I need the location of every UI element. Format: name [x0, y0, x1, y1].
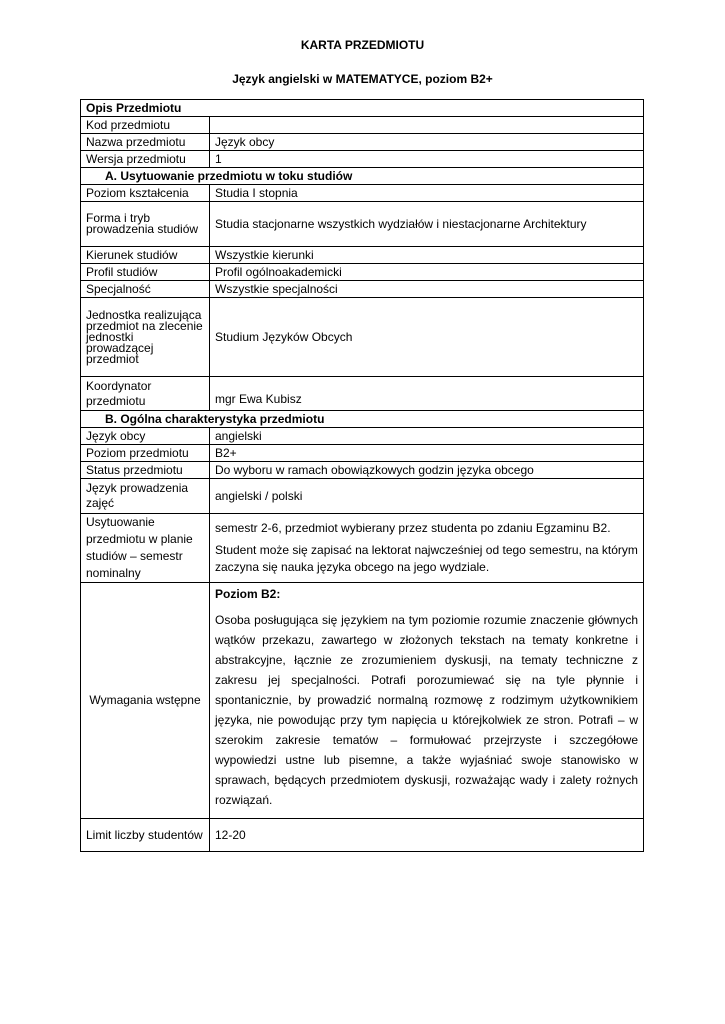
- table-row: [81, 428, 644, 445]
- row-value: Studia I stopnia: [210, 185, 644, 202]
- prerequisites-text: Osoba posługująca się językiem na tym poziomie rozumie znaczenie głównych wątków przekazu, zawartego w złożonych tekstach na tematy konkretne i abstrakcyjne, łącznie ze zrozumieniem dyskusji, na tematy techniczne z zakresu jej specjalności. Potrafi porozumiewać się na tyle płynnie i spontanicznie, by prowadzić normalną rozmowę z rodzimym użytkownikiem języka, nie powodując przy tym napięcia u którejkolwiek ze stron. Potrafi – w szerokim zakresie tematów – formułować przejrzyste i szczegółowe wypowiedzi ustne lub pisemne, a także wyjaśniać swoje stanowisko w sprawach, będących przedmiotem dyskusji, rozważając wady i zalety rożnych rozwiązań.: [215, 613, 638, 807]
- table-row: [81, 185, 644, 202]
- row-label: Koordynator przedmiotu: [81, 377, 210, 411]
- table-row: [81, 117, 644, 134]
- row-label: Kierunek studiów: [81, 247, 210, 264]
- table-row: [81, 202, 644, 247]
- enrollment-note: Student może się zapisać na lektorat najwcześniej od tego semestru, na którym zaczyna się nauka języka obcego na jego wydziale.: [215, 542, 638, 574]
- row-value: angielski: [210, 428, 644, 445]
- row-label: Wymagania wstępne: [81, 583, 210, 819]
- row-label: Poziom kształcenia: [81, 185, 210, 202]
- row-value: mgr Ewa Kubisz: [210, 377, 644, 411]
- section-b-heading: B. Ogólna charakterystyka przedmiotu: [81, 411, 644, 428]
- row-label: Limit liczby studentów: [81, 819, 210, 852]
- table-row: [81, 281, 644, 298]
- table-row: [81, 247, 644, 264]
- table-row: [81, 134, 644, 151]
- row-label: Poziom przedmiotu: [81, 445, 210, 462]
- row-label: Nazwa przedmiotu: [81, 134, 210, 151]
- row-label: Język prowadzenia zajęć: [81, 479, 210, 514]
- semester-text: semestr 2-6, przedmiot wybierany przez studenta po zdaniu Egzaminu B2.: [215, 520, 611, 535]
- section-a-heading: A. Usytuowanie przedmiotu w toku studiów: [81, 168, 644, 185]
- table-row: [81, 151, 644, 168]
- row-value: B2+: [210, 445, 644, 462]
- table-row: [81, 462, 644, 479]
- row-value: Profil ogólnoakademicki: [210, 264, 644, 281]
- row-label: Profil studiów: [81, 264, 210, 281]
- row-value: Studium Języków Obcych: [210, 298, 644, 377]
- table-row: [81, 583, 644, 819]
- row-label: Specjalność: [81, 281, 210, 298]
- opis-heading-row: [81, 100, 644, 117]
- row-value: Wszystkie specjalności: [210, 281, 644, 298]
- row-value: Do wyboru w ramach obowiązkowych godzin języka obcego: [210, 462, 644, 479]
- course-card-table: [80, 99, 644, 852]
- table-row: [81, 445, 644, 462]
- row-value: [210, 117, 644, 134]
- table-row: [81, 298, 644, 377]
- opis-heading: Opis Przedmiotu: [81, 100, 644, 117]
- row-label: Język obcy: [81, 428, 210, 445]
- row-value: Studia stacjonarne wszystkich wydziałów i niestacjonarne Architektury: [210, 202, 644, 247]
- table-row: [81, 377, 644, 411]
- row-value: Język obcy: [210, 134, 644, 151]
- row-value: 12-20: [210, 819, 644, 852]
- row-value: Wszystkie kierunki: [210, 247, 644, 264]
- table-row: [81, 479, 644, 514]
- row-label: Jednostka realizująca przedmiot na zlecenie jednostki prowadzącej przedmiot: [81, 298, 210, 377]
- row-label: Usytuowanie przedmiotu w planie studiów – semestr nominalny: [81, 514, 210, 583]
- row-label: Wersja przedmiotu: [81, 151, 210, 168]
- row-label: Status przedmiotu: [81, 462, 210, 479]
- table-row: [81, 514, 644, 583]
- section-b-heading-row: [81, 411, 644, 428]
- course-subtitle: Język angielski w MATEMATYCE, poziom B2+: [232, 72, 493, 86]
- semester-cell: [210, 514, 644, 583]
- table-row: [81, 264, 644, 281]
- row-value: angielski / polski: [210, 479, 644, 514]
- prerequisites-cell: [210, 583, 644, 819]
- table-row: [81, 819, 644, 852]
- section-a-heading-row: [81, 168, 644, 185]
- prerequisites-heading: Poziom B2:: [215, 587, 281, 601]
- row-label: Kod przedmiotu: [81, 117, 210, 134]
- row-value: 1: [210, 151, 644, 168]
- document-title: KARTA PRZEDMIOTU: [300, 38, 425, 52]
- row-label: Forma i tryb prowadzenia studiów: [81, 202, 210, 247]
